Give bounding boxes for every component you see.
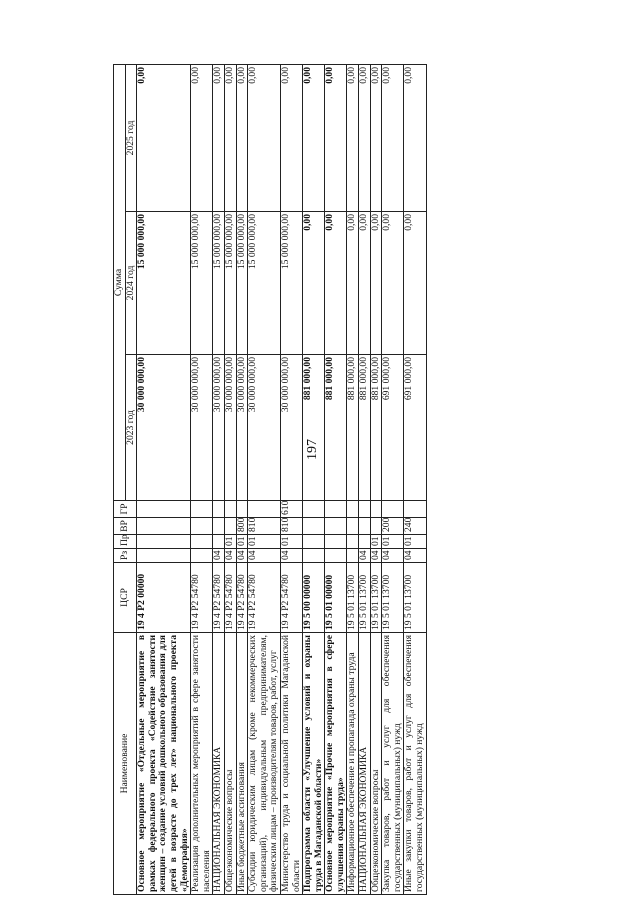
cell-gr <box>248 501 281 518</box>
cell-vr <box>137 518 191 535</box>
header-csr: ЦСР <box>114 563 137 633</box>
cell-2025: 0,00 <box>280 64 302 211</box>
cell-rz <box>325 549 347 563</box>
table-row <box>248 64 281 894</box>
cell-name: Субсидии юридическим лицам (кроме некоммерческих организаций), индивидуальным предпринимателям, физическим лицам – производителям товаров, работ, услуг <box>248 633 281 895</box>
cell-name: Основное мероприятие «Отдельные мероприятие в рамках федерального проекта «Содействие занятости женщин – создание условий дошкольного образования для детей в возрасте до трех лет» национального проекта «Демография» <box>137 633 191 895</box>
cell-2024: 15 000 000,00 <box>236 212 248 355</box>
cell-2024: 0,00 <box>359 212 371 355</box>
cell-csr: 19 4 P2 00000 <box>137 563 191 633</box>
cell-gr <box>191 501 213 518</box>
cell-2025: 0,00 <box>236 64 248 211</box>
cell-2024: 15 000 000,00 <box>224 212 236 355</box>
cell-2025: 0,00 <box>303 64 325 211</box>
cell-2025: 0,00 <box>248 64 281 211</box>
table-row <box>213 64 225 894</box>
cell-2024: 0,00 <box>404 212 426 355</box>
cell-2023: 881 000,00 <box>303 355 325 501</box>
cell-gr <box>370 501 382 518</box>
table-row <box>382 64 404 894</box>
cell-2023: 691 000,00 <box>382 355 404 501</box>
cell-csr: 19 5 00 00000 <box>303 563 325 633</box>
cell-vr: 200 <box>382 518 404 535</box>
cell-gr <box>359 501 371 518</box>
header-2023: 2023 год <box>125 355 137 501</box>
cell-gr <box>137 501 191 518</box>
cell-name: Иные бюджетные ассигнования <box>236 633 248 895</box>
cell-2025: 0,00 <box>382 64 404 211</box>
cell-2023: 30 000 000,00 <box>248 355 281 501</box>
table-body <box>137 64 426 894</box>
table-row <box>359 64 371 894</box>
cell-csr: 19 4 P2 54780 <box>213 563 225 633</box>
cell-rz: 04 <box>236 549 248 563</box>
cell-vr <box>359 518 371 535</box>
cell-2024: 0,00 <box>347 212 359 355</box>
cell-2024: 15 000 000,00 <box>280 212 302 355</box>
cell-2023: 30 000 000,00 <box>280 355 302 501</box>
table-row <box>325 64 347 894</box>
cell-pr <box>213 535 225 549</box>
cell-rz <box>137 549 191 563</box>
cell-pr: 01 <box>224 535 236 549</box>
cell-2024: 0,00 <box>382 212 404 355</box>
cell-name: Общеэкономические вопросы <box>370 633 382 895</box>
cell-2023: 30 000 000,00 <box>137 355 191 501</box>
cell-vr: 240 <box>404 518 426 535</box>
cell-2024: 15 000 000,00 <box>191 212 213 355</box>
cell-2023: 30 000 000,00 <box>224 355 236 501</box>
cell-2024: 0,00 <box>370 212 382 355</box>
cell-pr <box>347 535 359 549</box>
cell-csr: 19 5 01 13700 <box>347 563 359 633</box>
cell-gr: 610 <box>280 501 302 518</box>
cell-pr <box>325 535 347 549</box>
header-name: Наименование <box>114 633 137 895</box>
cell-2025: 0,00 <box>213 64 225 211</box>
cell-rz: 04 <box>248 549 281 563</box>
cell-rz: 04 <box>224 549 236 563</box>
cell-gr <box>213 501 225 518</box>
cell-name: НАЦИОНАЛЬНАЯ ЭКОНОМИКА <box>213 633 225 895</box>
cell-rz <box>347 549 359 563</box>
page-number: 197 <box>305 439 320 460</box>
table-row <box>236 64 248 894</box>
cell-2023: 881 000,00 <box>347 355 359 501</box>
cell-vr <box>213 518 225 535</box>
cell-2023: 881 000,00 <box>359 355 371 501</box>
cell-rz <box>191 549 213 563</box>
cell-pr <box>303 535 325 549</box>
cell-2025: 0,00 <box>191 64 213 211</box>
cell-pr: 01 <box>370 535 382 549</box>
cell-vr <box>224 518 236 535</box>
cell-rz: 04 <box>382 549 404 563</box>
cell-pr <box>137 535 191 549</box>
cell-2024: 15 000 000,00 <box>213 212 225 355</box>
cell-2023: 30 000 000,00 <box>213 355 225 501</box>
cell-csr: 19 5 01 13700 <box>404 563 426 633</box>
cell-name: Реализация дополнительных мероприятий в сфере занятости населения <box>191 633 213 895</box>
cell-pr: 01 <box>404 535 426 549</box>
cell-name: НАЦИОНАЛЬНАЯ ЭКОНОМИКА <box>359 633 371 895</box>
cell-2024: 15 000 000,00 <box>248 212 281 355</box>
cell-csr: 19 4 P2 54780 <box>248 563 281 633</box>
cell-csr: 19 5 01 00000 <box>325 563 347 633</box>
cell-csr: 19 5 01 13700 <box>359 563 371 633</box>
cell-rz <box>303 549 325 563</box>
cell-2023: 881 000,00 <box>325 355 347 501</box>
header-gr: ГР <box>114 501 137 518</box>
cell-csr: 19 4 P2 54780 <box>236 563 248 633</box>
table-row <box>404 64 426 894</box>
cell-pr: 01 <box>248 535 281 549</box>
cell-pr: 01 <box>236 535 248 549</box>
cell-csr: 19 4 P2 54780 <box>280 563 302 633</box>
cell-2025: 0,00 <box>404 64 426 211</box>
cell-gr <box>325 501 347 518</box>
cell-2025: 0,00 <box>370 64 382 211</box>
cell-csr: 19 5 01 13700 <box>370 563 382 633</box>
cell-name: Закупка товаров, работ и услуг для обеспечения государственных (муниципальных) нужд <box>382 633 404 895</box>
cell-vr <box>191 518 213 535</box>
cell-csr: 19 4 P2 54780 <box>224 563 236 633</box>
cell-pr <box>191 535 213 549</box>
cell-vr: 810 <box>248 518 281 535</box>
cell-vr: 810 <box>280 518 302 535</box>
cell-gr <box>347 501 359 518</box>
cell-vr <box>347 518 359 535</box>
header-2025: 2025 год <box>125 64 137 211</box>
header-pr: Пр <box>114 535 137 549</box>
cell-2024: 0,00 <box>325 212 347 355</box>
table-row <box>191 64 213 894</box>
table-row <box>280 64 302 894</box>
cell-pr: 01 <box>280 535 302 549</box>
cell-vr <box>303 518 325 535</box>
cell-rz: 04 <box>359 549 371 563</box>
cell-gr <box>303 501 325 518</box>
header-sum: Сумма <box>114 64 126 500</box>
cell-name: Общеэкономические вопросы <box>224 633 236 895</box>
cell-rz: 04 <box>404 549 426 563</box>
cell-name: Основное мероприятие «Прочие мероприятия в сфере улучшения охраны труда» <box>325 633 347 895</box>
cell-2024: 0,00 <box>303 212 325 355</box>
cell-2024: 15 000 000,00 <box>137 212 191 355</box>
cell-2025: 0,00 <box>224 64 236 211</box>
table-header <box>114 64 137 894</box>
cell-csr: 19 5 01 13700 <box>382 563 404 633</box>
cell-gr <box>404 501 426 518</box>
cell-pr: 01 <box>382 535 404 549</box>
cell-2023: 881 000,00 <box>370 355 382 501</box>
cell-gr <box>236 501 248 518</box>
table-row <box>303 64 325 894</box>
table-row <box>224 64 236 894</box>
cell-vr: 800 <box>236 518 248 535</box>
header-vr: ВР <box>114 518 137 535</box>
cell-name: Иные закупки товаров, работ и услуг для обеспечения государственных (муниципальных) нужд <box>404 633 426 895</box>
budget-table <box>113 64 427 895</box>
table-row <box>137 64 191 894</box>
cell-name: Информационное обеспечение и пропаганда охраны труда <box>347 633 359 895</box>
header-2024: 2024 год <box>125 212 137 355</box>
cell-rz: 04 <box>280 549 302 563</box>
cell-pr <box>359 535 371 549</box>
table-row <box>370 64 382 894</box>
cell-2025: 0,00 <box>325 64 347 211</box>
cell-2023: 30 000 000,00 <box>191 355 213 501</box>
cell-vr <box>325 518 347 535</box>
cell-gr <box>382 501 404 518</box>
header-rz: Рз <box>114 549 137 563</box>
cell-2025: 0,00 <box>359 64 371 211</box>
cell-vr <box>370 518 382 535</box>
table-row <box>347 64 359 894</box>
cell-2025: 0,00 <box>347 64 359 211</box>
cell-2023: 691 000,00 <box>404 355 426 501</box>
cell-csr: 19 4 P2 54780 <box>191 563 213 633</box>
cell-name: Министерство труда и социальной политики Магаданской области <box>280 633 302 895</box>
cell-name: Подпрограмма области «Улучшение условий и охраны труда в Магаданской области» <box>303 633 325 895</box>
cell-2023: 30 000 000,00 <box>236 355 248 501</box>
cell-rz: 04 <box>213 549 225 563</box>
rotated-table-wrapper <box>113 65 589 895</box>
cell-rz: 04 <box>370 549 382 563</box>
cell-gr <box>224 501 236 518</box>
cell-2025: 0,00 <box>137 64 191 211</box>
